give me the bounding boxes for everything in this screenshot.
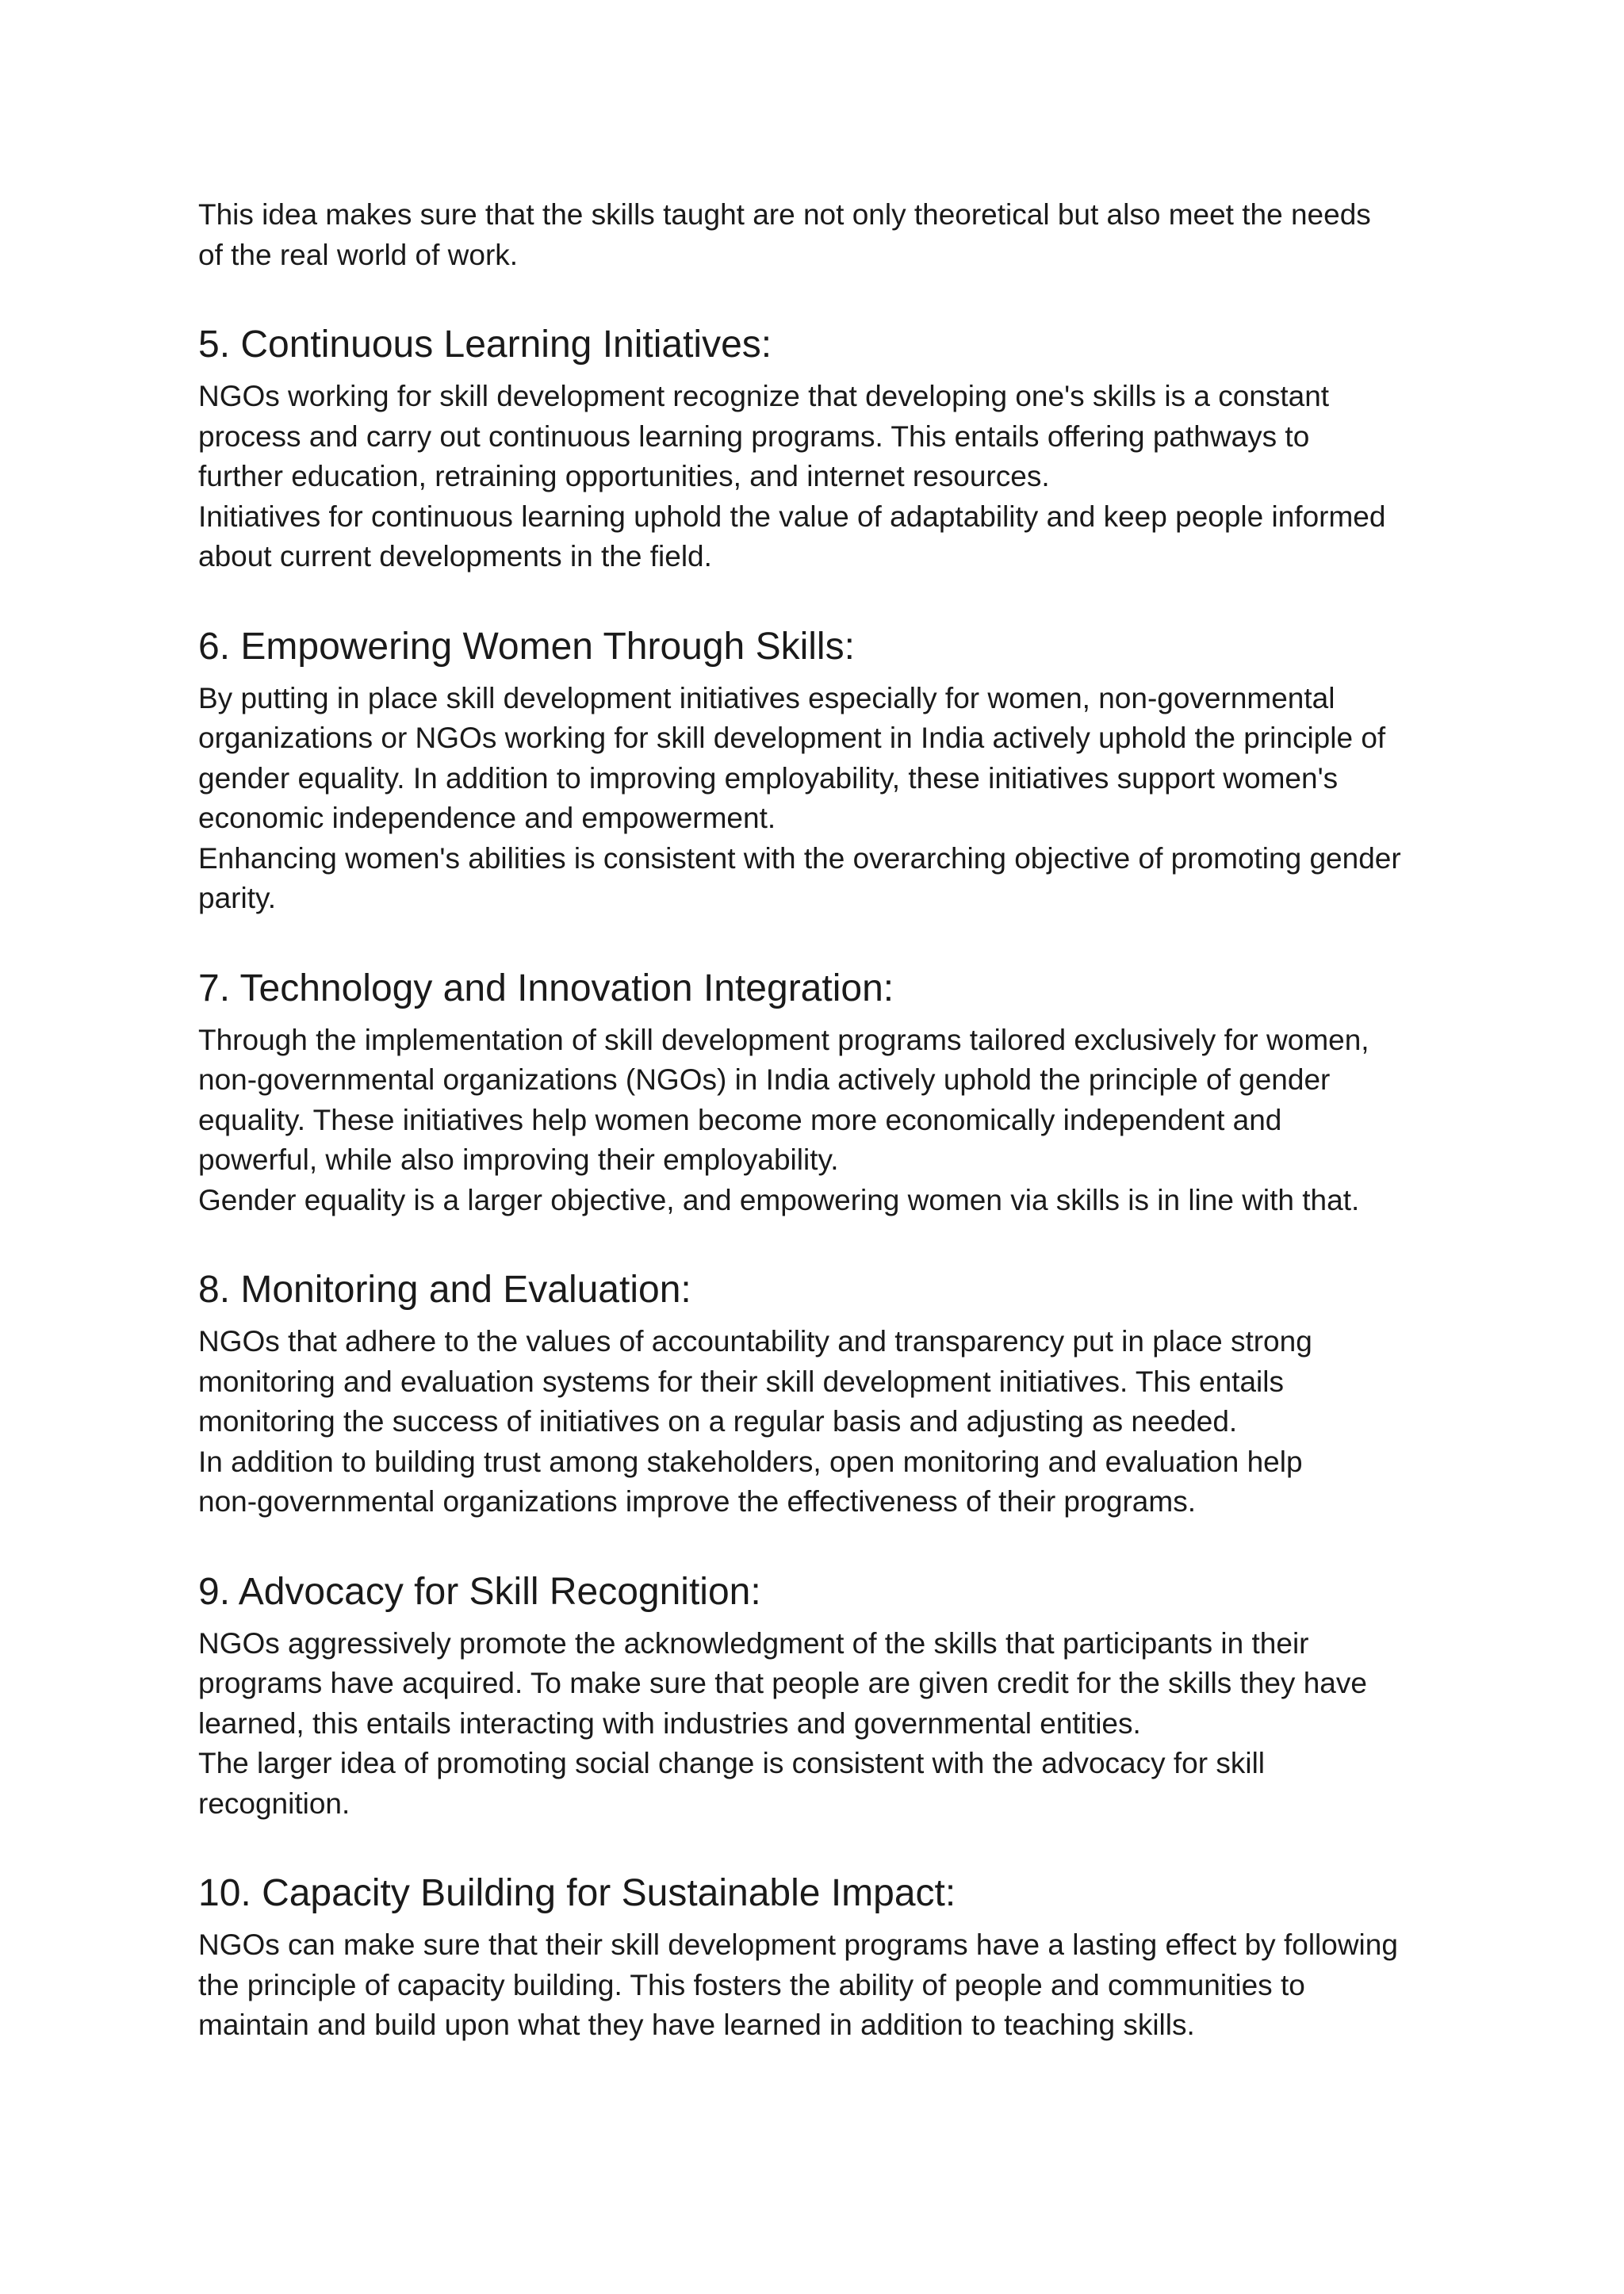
body-line: further education, retraining opportunities, and internet resources.	[198, 460, 1050, 492]
document-page	[198, 195, 1443, 2046]
body-line: Gender equality is a larger objective, and empowering women via skills is in line with that.	[198, 1183, 1360, 1216]
section-heading: 8. Monitoring and Evaluation:	[198, 1269, 691, 1311]
body-line: monitoring and evaluation systems for their skill development initiatives. This entails	[198, 1365, 1284, 1398]
body-line: NGOs that adhere to the values of accountability and transparency put in place strong	[198, 1325, 1312, 1358]
intro-line: of the real world of work.	[198, 238, 519, 271]
section-heading: 10. Capacity Building for Sustainable Impact:	[198, 1872, 956, 1914]
body-line: programs have acquired. To make sure that people are given credit for the skills they have	[198, 1667, 1367, 1699]
body-line: recognition.	[198, 1787, 350, 1820]
section-heading: 5. Continuous Learning Initiatives:	[198, 324, 772, 366]
body-line: The larger idea of promoting social change is consistent with the advocacy for skill	[198, 1747, 1266, 1779]
section-heading: 9. Advocacy for Skill Recognition:	[198, 1570, 761, 1613]
body-line: about current developments in the field.	[198, 540, 712, 573]
section-continuous-learning	[198, 321, 1443, 577]
intro-paragraph	[198, 195, 1443, 275]
body-line: gender equality. In addition to improving employability, these initiatives support women's	[198, 761, 1339, 795]
body-line: In addition to building trust among stakeholders, open monitoring and evaluation help	[198, 1445, 1303, 1478]
body-line: NGOs aggressively promote the acknowledgment of the skills that participants in their	[198, 1626, 1309, 1660]
body-line: By putting in place skill development initiatives especially for women, non-governmental	[198, 681, 1335, 714]
body-line: the principle of capacity building. This fosters the ability of people and communities to	[198, 1968, 1305, 2001]
body-line: organizations or NGOs working for skill development in India actively uphold the principle of	[198, 722, 1386, 754]
body-line: Through the implementation of skill development programs tailored exclusively for women,	[198, 1023, 1369, 1056]
section-capacity-building	[198, 1870, 1443, 2046]
body-line: NGOs working for skill development recognize that developing one's skills is a constant	[198, 380, 1330, 412]
section-monitoring-evaluation	[198, 1266, 1443, 1522]
section-heading: 7. Technology and Innovation Integration:	[198, 967, 894, 1009]
body-line: Enhancing women's abilities is consistent with the overarching objective of promoting gender	[198, 841, 1401, 875]
body-line: parity.	[198, 882, 277, 914]
section-technology-innovation	[198, 965, 1443, 1221]
section-empowering-women	[198, 623, 1443, 919]
body-line: monitoring the success of initiatives on a regular basis and adjusting as needed.	[198, 1405, 1238, 1438]
section-advocacy-recognition	[198, 1568, 1443, 1825]
body-line: equality. These initiatives help women become more economically independent and	[198, 1103, 1282, 1136]
section-heading: 6. Empowering Women Through Skills:	[198, 625, 855, 668]
body-line: NGOs can make sure that their skill development programs have a lasting effect by following	[198, 1928, 1398, 1961]
body-line: non-governmental organizations improve the effectiveness of their programs.	[198, 1485, 1196, 1518]
body-line: maintain and build upon what they have learned in addition to teaching skills.	[198, 2009, 1195, 2041]
body-line: Initiatives for continuous learning uphold the value of adaptability and keep people informed	[198, 500, 1386, 533]
body-line: process and carry out continuous learning programs. This entails offering pathways to	[198, 419, 1310, 453]
body-line: non-governmental organizations (NGOs) in India actively uphold the principle of gender	[198, 1063, 1331, 1096]
body-line: learned, this entails interacting with industries and governmental entities.	[198, 1706, 1141, 1740]
body-line: economic independence and empowerment.	[198, 802, 776, 834]
body-line: powerful, while also improving their employability.	[198, 1143, 839, 1176]
intro-line: This idea makes sure that the skills taught are not only theoretical but also meet the needs	[198, 198, 1371, 231]
